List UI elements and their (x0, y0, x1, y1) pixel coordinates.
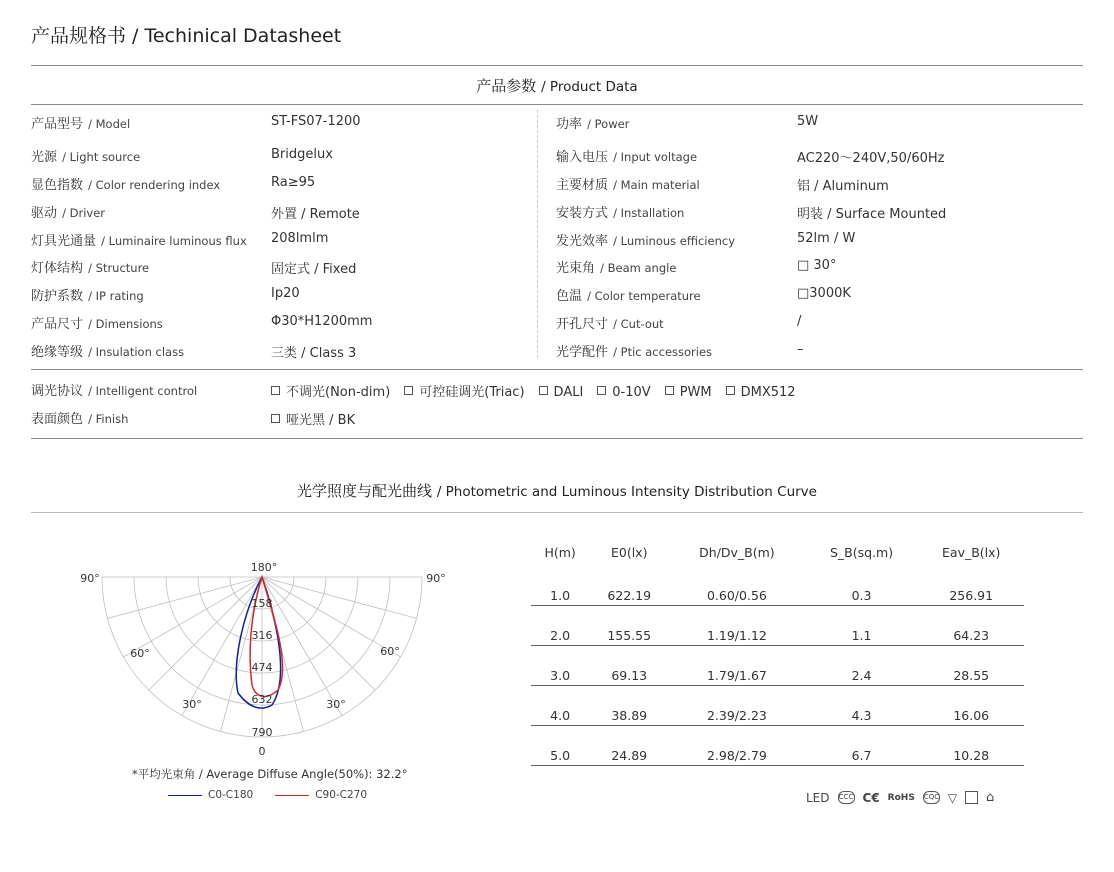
photometric-heading: 光学照度与配光曲线 / Photometric and Luminous Intensity Distribution Curve (297, 482, 817, 500)
angle-label: 90° (426, 572, 446, 585)
spec-label (556, 257, 676, 276)
table-cell: 3.0 (531, 646, 589, 686)
spec-label (31, 341, 184, 360)
grid-spoke (107, 577, 262, 618)
control-option-label: PWM (679, 385, 712, 400)
control-option[interactable] (665, 385, 712, 400)
spec-label (556, 113, 629, 132)
radial-label: 632 (251, 693, 273, 706)
spec-label-en: / Installation (613, 206, 685, 220)
spec-label-en: / Insulation class (88, 345, 185, 359)
spec-label (556, 230, 735, 249)
spec-label-en: / IP rating (88, 289, 144, 303)
spec-value: □ 30° (797, 258, 837, 273)
table-cell: 2.0 (531, 606, 589, 646)
spec-label-cn: 驱动 (31, 206, 58, 221)
control-option[interactable] (271, 385, 390, 400)
spec-label (556, 202, 684, 221)
spec-label-cn: 灯具光通量 (31, 234, 97, 249)
grid-spoke (262, 577, 375, 690)
spec-label (31, 313, 163, 332)
spec-value: AC220～240V,50/60Hz (797, 151, 945, 166)
control-option-label: 可控硅调光(Triac) (419, 385, 525, 400)
spec-value: 铝 / Aluminum (797, 179, 889, 194)
house-icon: ⌂ (986, 790, 995, 805)
spec-label-en: / Main material (613, 178, 700, 192)
spec-label (556, 146, 697, 165)
checkbox[interactable] (539, 386, 548, 395)
column-header: S_B(sq.m) (829, 544, 894, 560)
control-label: 调光协议 / Intelligent control (31, 384, 198, 399)
control-option[interactable] (404, 385, 524, 400)
table-cell: 69.13 (589, 646, 669, 686)
spec-value: 外置 / Remote (271, 207, 360, 222)
legend-swatch-red (275, 795, 309, 796)
spec-label (556, 174, 700, 193)
average-diffuse-angle-note: *平均光束角 / Average Diffuse Angle(50%): 32.2° (132, 767, 408, 781)
checkbox[interactable] (404, 386, 413, 395)
page-title: 产品规格书 / Techinical Datasheet (31, 25, 342, 47)
spec-label-cn: 色温 (556, 289, 583, 304)
spec-label-en: / Structure (88, 261, 150, 275)
table-cell: 1.0 (531, 566, 589, 606)
finish-label: 表面颜色 / Finish (31, 412, 129, 427)
column-header: E0(lx) (610, 544, 648, 560)
angle-label: 0 (258, 745, 266, 758)
table-cell: 155.55 (589, 606, 669, 646)
divider (31, 104, 1083, 105)
spec-value: □3000K (797, 286, 851, 301)
product-data-heading: 产品参数 / Product Data (476, 77, 638, 95)
spec-label-cn: 灯体结构 (31, 261, 84, 276)
spec-label-cn: 防护系数 (31, 289, 84, 304)
polar-distribution-curve (60, 525, 480, 765)
spec-label-en: / Beam angle (600, 261, 677, 275)
spec-label (31, 146, 140, 165)
spec-label (31, 230, 247, 249)
control-options (271, 381, 810, 400)
spec-label (31, 202, 105, 221)
column-header: H(m) (544, 544, 576, 560)
table-cell: 5.0 (531, 726, 589, 766)
spec-label-en: / Dimensions (88, 317, 163, 331)
spec-label (31, 113, 130, 132)
cqc-mark-icon: CQC (923, 791, 940, 804)
table-row (531, 566, 1024, 606)
table-cell: 6.7 (805, 726, 919, 766)
table-cell: 0.60/0.56 (669, 566, 804, 606)
grid-spoke (262, 577, 342, 716)
control-option-label: 不调光(Non-dim) (286, 385, 391, 400)
table-cell: 256.91 (918, 566, 1024, 606)
radial-label: 158 (251, 597, 273, 610)
spec-value: 5W (797, 114, 819, 129)
certification-marks (806, 790, 994, 805)
table-row (531, 726, 1024, 766)
spec-label (556, 313, 664, 332)
angle-label: 30° (326, 698, 346, 711)
table-cell: 2.98/2.79 (669, 726, 804, 766)
angle-label: 90° (80, 572, 100, 585)
spec-label-en: / Color rendering index (88, 178, 221, 192)
checkbox[interactable] (271, 386, 280, 395)
spec-label-cn: 安装方式 (556, 206, 609, 221)
angle-label: 60° (380, 645, 400, 658)
table-cell: 2.39/2.23 (669, 686, 804, 726)
table-cell: 4.0 (531, 686, 589, 726)
spec-value: – (797, 342, 804, 357)
spec-label (31, 285, 144, 304)
spec-label-cn: 光源 (31, 150, 58, 165)
radial-label: 474 (251, 661, 273, 674)
control-option[interactable] (726, 385, 796, 400)
grid-spoke (262, 577, 417, 618)
table-cell: 4.3 (805, 686, 919, 726)
control-option-label: 0-10V (612, 385, 651, 400)
spec-label-cn: 产品型号 (31, 117, 84, 132)
radial-label: 790 (251, 726, 273, 739)
spec-value: 三类 / Class 3 (271, 346, 357, 361)
class-ii-icon (965, 791, 978, 804)
spec-value: 52lm / W (797, 231, 856, 246)
checkbox[interactable] (665, 386, 674, 395)
spec-label-en: / Light source (62, 150, 141, 164)
led-mark: LED (806, 790, 830, 805)
radial-label: 316 (251, 629, 273, 642)
spec-label-en: / Luminaire luminous flux (101, 234, 247, 248)
spec-value: 208lmlm (271, 231, 329, 246)
control-option[interactable] (539, 385, 584, 400)
legend-label: C0-C180 (208, 789, 254, 801)
column-header: Dh/Dv_B(m) (699, 544, 775, 560)
table-cell: 38.89 (589, 686, 669, 726)
angle-label: 180° (250, 561, 278, 574)
divider (31, 369, 1083, 370)
spec-label-en: / Power (587, 117, 630, 131)
spec-label-en: / Input voltage (613, 150, 698, 164)
spec-label-cn: 绝缘等级 (31, 345, 84, 360)
spec-value: Ip20 (271, 286, 300, 301)
spec-value: Ra≥95 (271, 175, 316, 190)
table-cell: 1.1 (805, 606, 919, 646)
table-row (531, 606, 1024, 646)
spec-label-cn: 光束角 (556, 261, 596, 276)
ccc-mark-icon: CCC (838, 791, 855, 804)
divider (31, 512, 1083, 513)
illuminance-table (531, 538, 1024, 766)
ce-mark: C€ (862, 790, 880, 805)
table-cell: 28.55 (918, 646, 1024, 686)
spec-label-cn: 发光效率 (556, 234, 609, 249)
spec-label-cn: 显色指数 (31, 178, 84, 193)
grid-spoke (149, 577, 262, 690)
spec-label (31, 174, 220, 193)
table-row (531, 646, 1024, 686)
spec-label-cn: 功率 (556, 117, 583, 132)
spec-label-en: / Luminous efficiency (613, 234, 735, 248)
legend-swatch-blue (168, 795, 202, 796)
checkbox[interactable] (271, 414, 280, 423)
checkbox[interactable] (726, 386, 735, 395)
spec-value: Φ30*H1200mm (271, 314, 373, 329)
spec-label-cn: 开孔尺寸 (556, 317, 609, 332)
table-cell: 0.3 (805, 566, 919, 606)
table-cell: 1.19/1.12 (669, 606, 804, 646)
table-cell: 16.06 (918, 686, 1024, 726)
spec-label-en: / Color temperature (587, 289, 701, 303)
spec-label-cn: 输入电压 (556, 150, 609, 165)
control-option-label: DALI (553, 385, 584, 400)
table-cell: 1.79/1.67 (669, 646, 804, 686)
spec-label-en: / Model (88, 117, 131, 131)
spec-label-cn: 光学配件 (556, 345, 609, 360)
f-mark-icon: ▽ (947, 790, 958, 805)
spec-value: / (797, 314, 802, 329)
angle-label: 30° (182, 698, 202, 711)
grid-spoke (123, 577, 262, 657)
polar-legend (168, 789, 367, 801)
table-cell: 2.4 (805, 646, 919, 686)
control-option-label: DMX512 (740, 385, 796, 400)
spec-label-cn: 主要材质 (556, 178, 609, 193)
spec-value: 明装 / Surface Mounted (797, 207, 947, 222)
column-divider (537, 110, 538, 358)
legend-label: C90-C270 (315, 789, 368, 801)
table-cell: 64.23 (918, 606, 1024, 646)
spec-label-en: / Driver (62, 206, 106, 220)
finish-option[interactable]: 哑光黑 / BK (271, 409, 355, 428)
rohs-mark: RoHS (887, 792, 915, 803)
spec-label-en: / Ptic accessories (613, 345, 713, 359)
control-option[interactable] (597, 385, 650, 400)
angle-label: 60° (130, 647, 150, 660)
checkbox[interactable] (597, 386, 606, 395)
spec-label (31, 257, 149, 276)
divider (31, 438, 1083, 439)
divider (31, 65, 1083, 66)
column-header: Eav_B(lx) (942, 544, 1001, 560)
spec-value: ST-FS07-1200 (271, 114, 361, 129)
spec-value: 固定式 / Fixed (271, 262, 357, 277)
table-cell: 10.28 (918, 726, 1024, 766)
table-cell: 24.89 (589, 726, 669, 766)
spec-label-en: / Cut-out (613, 317, 664, 331)
spec-label (556, 285, 701, 304)
table-row (531, 686, 1024, 726)
spec-value: Bridgelux (271, 147, 333, 162)
table-cell: 622.19 (589, 566, 669, 606)
spec-label (556, 341, 712, 360)
spec-label-cn: 产品尺寸 (31, 317, 84, 332)
